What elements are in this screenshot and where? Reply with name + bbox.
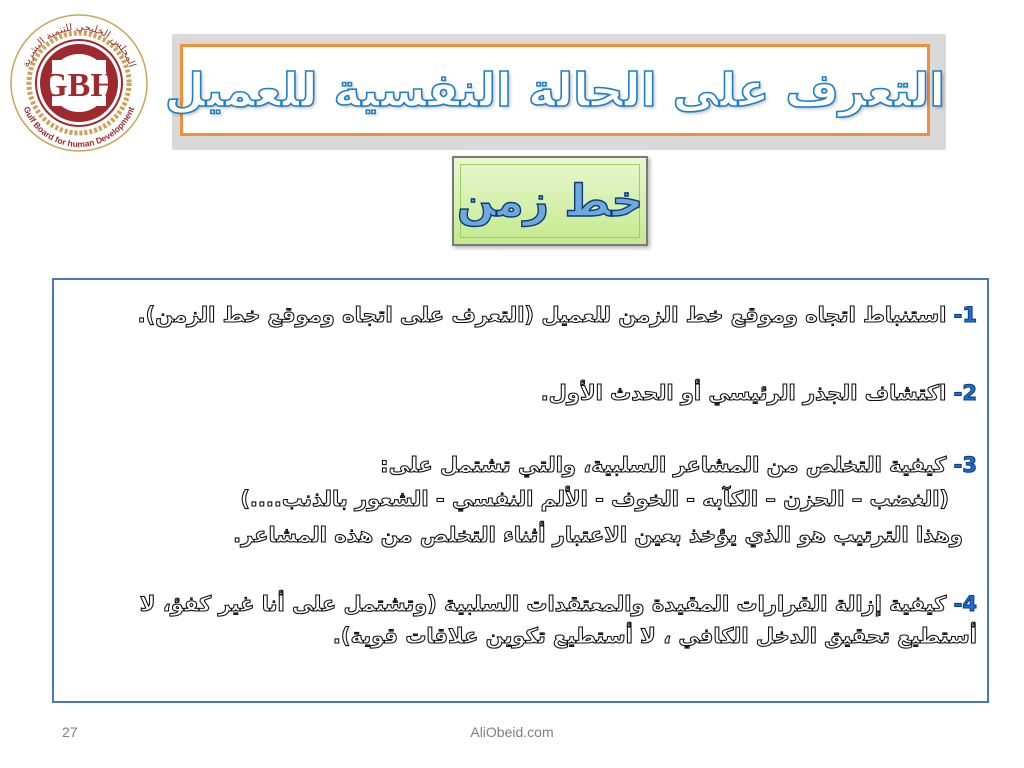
- subtitle-text: خط زمن: [456, 175, 644, 227]
- list-item-3-detail: [66, 484, 977, 514]
- logo: [4, 8, 154, 158]
- list-item-3: [66, 450, 977, 480]
- subtitle-box: [452, 156, 648, 246]
- slide-title: التعرف على الحالة النفسية للعميل: [164, 63, 946, 117]
- item-text: (الغضب – الحزن – الكآبه - الخوف - الألم النفسي - الشعور بالذنب....): [240, 487, 949, 511]
- logo-english-name: Gulf Board for human Development: [21, 105, 137, 150]
- list-item-1: [66, 300, 977, 330]
- item-number: 3-: [953, 453, 977, 477]
- list-item-2: [66, 378, 977, 408]
- item-number: 1-: [953, 303, 977, 327]
- content-list: [66, 286, 977, 652]
- logo-letters: GBH: [41, 67, 117, 104]
- logo-arabic-name: المجلس الخليجي للتنمية البشرية: [20, 21, 138, 69]
- page-number: 27: [62, 724, 78, 740]
- gbh-logo-icon: [4, 8, 154, 158]
- item-text: وهذا الترتيب هو الذي يؤخذ بعين الاعتبار أثناء التخلص من هذه المشاعر.: [233, 523, 963, 547]
- item-text: استنباط اتجاه وموقع خط الزمن للعميل (التعرف على اتجاه وموقع خط الزمن).: [137, 303, 947, 327]
- item-number: 2-: [953, 381, 977, 405]
- list-item-4: [66, 588, 977, 652]
- content-box: [52, 278, 989, 703]
- item-text: كيفية إزالة القرارات المقيدة والمعتقدات السلبية (وتشتمل على أنا غير كفؤ، لا أستطيع تحقيق الدخل الكافي ، لا أستطيع تكوين علاقات قوية).: [139, 592, 977, 648]
- item-number: 4-: [953, 592, 977, 616]
- title-box: [164, 44, 946, 136]
- item-text: اكتشاف الجذر الرئيسي أو الحدث الأول.: [540, 381, 947, 405]
- list-item-3-note: [66, 520, 977, 550]
- item-text: كيفية التخلص من المشاعر السلبية، والتي تشتمل على:: [380, 453, 947, 477]
- footer-site: AliObeid.com: [470, 724, 554, 740]
